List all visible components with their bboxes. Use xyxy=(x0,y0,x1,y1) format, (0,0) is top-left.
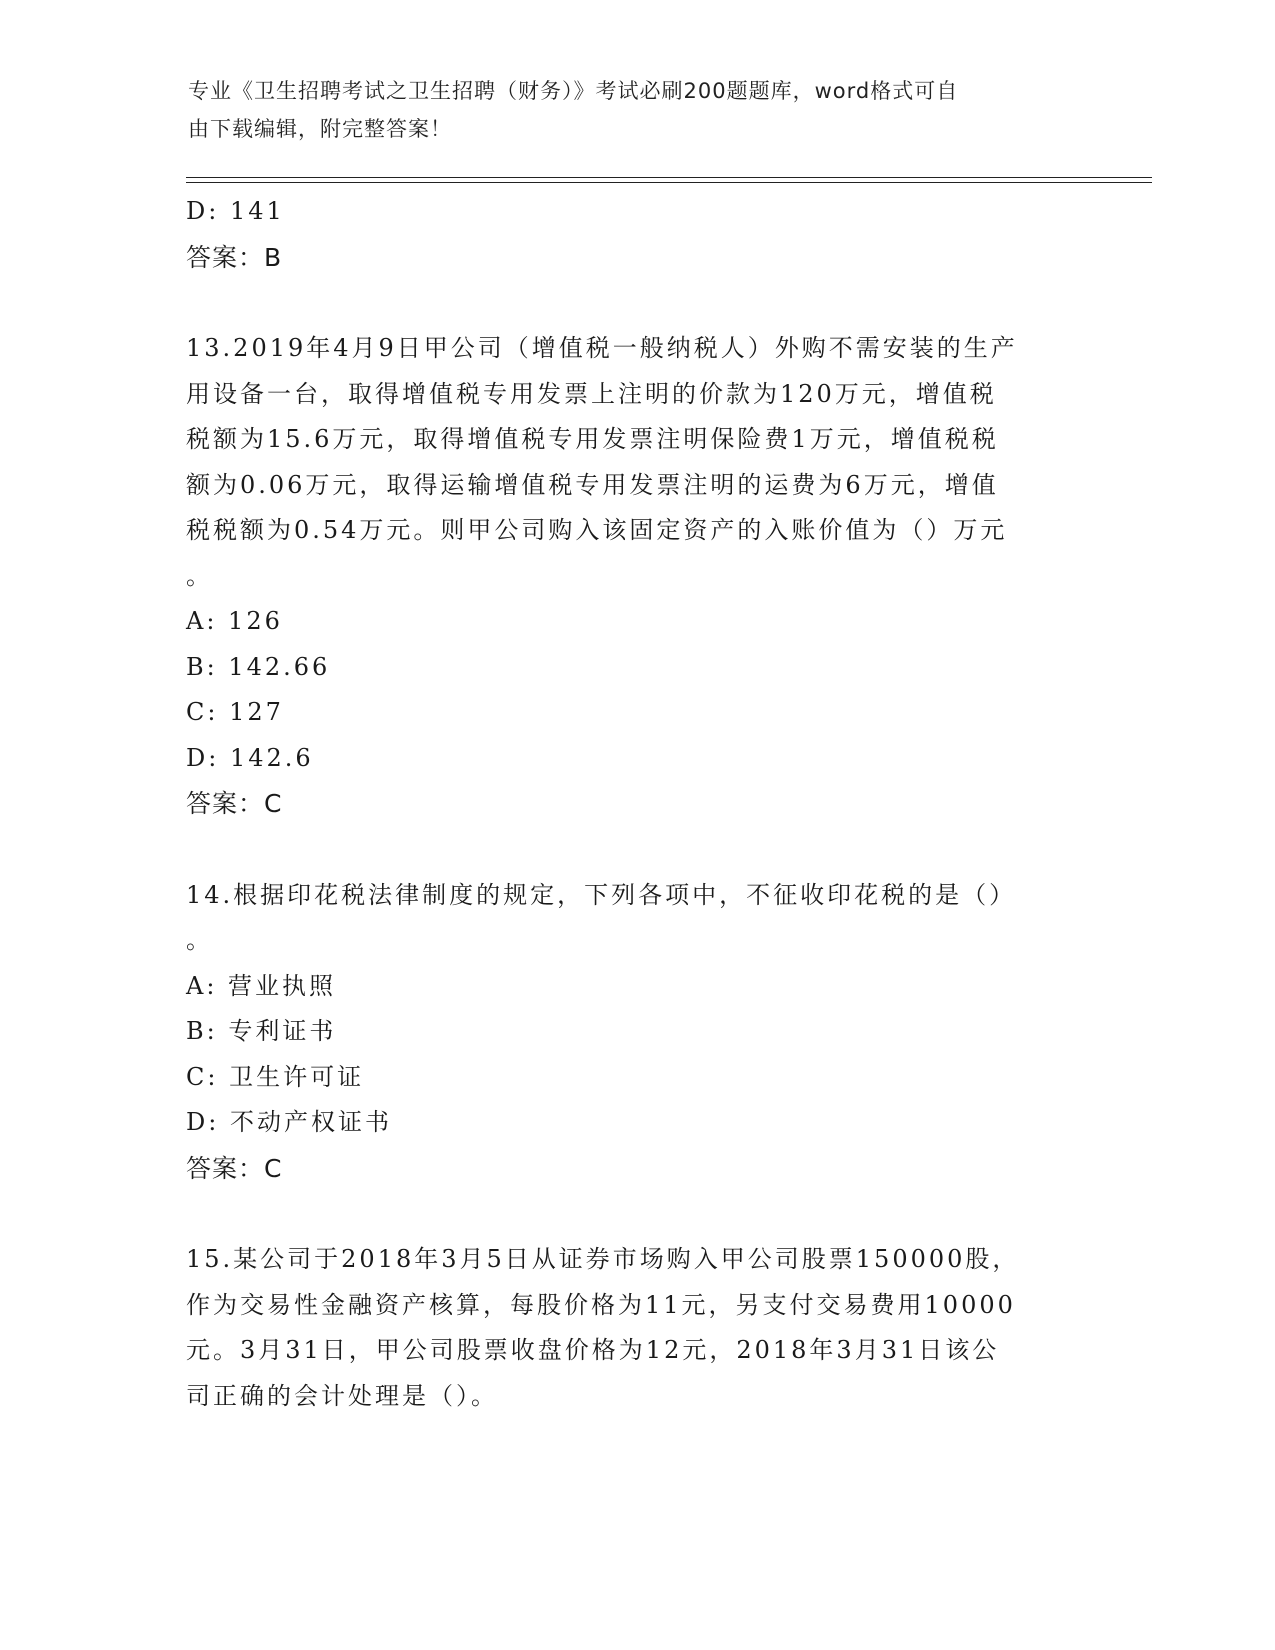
question-text-line: 14.根据印花税法律制度的规定，下列各项中，不征收印花税的是（） xyxy=(186,880,1017,909)
header-divider-top xyxy=(186,177,1152,178)
option-c: C: 127 xyxy=(186,698,284,726)
question-text-line: 用设备一台，取得增值税专用发票上注明的价款为120万元，增值税 xyxy=(186,379,997,408)
spacer xyxy=(186,1191,1086,1237)
question-12-tail xyxy=(186,189,1086,280)
answer-line: 答案：B xyxy=(186,242,283,272)
option-d: D: 不动产权证书 xyxy=(186,1108,392,1136)
option-b: B: 专利证书 xyxy=(186,1017,337,1045)
option-b: B: 142.66 xyxy=(186,652,331,681)
answer-line: 答案：C xyxy=(186,1153,283,1183)
question-text-line: 税额为15.6万元，取得增值税专用发票注明保险费1万元，增值税税 xyxy=(186,425,999,453)
option-a: A: 营业执照 xyxy=(186,971,337,1000)
document-header xyxy=(188,72,1068,148)
answer-line: 答案：C xyxy=(186,789,283,818)
spacer xyxy=(186,280,1086,326)
option-c: C: 卫生许可证 xyxy=(186,1062,365,1091)
question-text-line: 额为0.06万元，取得运输增值税专用发票注明的运费为6万元，增值 xyxy=(186,470,999,499)
question-text-line: 税税额为0.54万元。则甲公司购入该固定资产的入账价值为（）万元 xyxy=(186,516,1008,544)
header-line-2: 由下载编辑，附完整答案！ xyxy=(188,117,452,141)
question-15 xyxy=(186,1237,1086,1419)
question-text-line: 。 xyxy=(186,926,213,954)
header-divider-bottom xyxy=(186,182,1152,183)
question-text-line: 元。3月31日，甲公司股票收盘价格为12元，2018年3月31日该公 xyxy=(186,1336,1000,1364)
question-text-line: 15.某公司于2018年3月5日从证券市场购入甲公司股票150000股， xyxy=(186,1245,1020,1273)
question-14 xyxy=(186,873,1086,1192)
option-d: D: 142.6 xyxy=(186,743,314,772)
option-d: D: 141 xyxy=(186,197,285,225)
question-text-line: 司正确的会计处理是（）。 xyxy=(186,1381,498,1410)
spacer xyxy=(186,827,1086,873)
question-text-line: 作为交易性金融资产核算，每股价格为11元，另支付交易费用10000 xyxy=(186,1290,1016,1319)
question-text-line: 。 xyxy=(186,561,213,590)
option-a: A: 126 xyxy=(186,607,283,635)
document-body xyxy=(186,189,1086,1419)
question-13 xyxy=(186,326,1086,827)
question-text-line: 13.2019年4月9日甲公司（增值税一般纳税人）外购不需安装的生产 xyxy=(186,334,1018,362)
header-line-1: 专业《卫生招聘考试之卫生招聘（财务）》考试必刷200题题库，word格式可自 xyxy=(188,79,959,103)
